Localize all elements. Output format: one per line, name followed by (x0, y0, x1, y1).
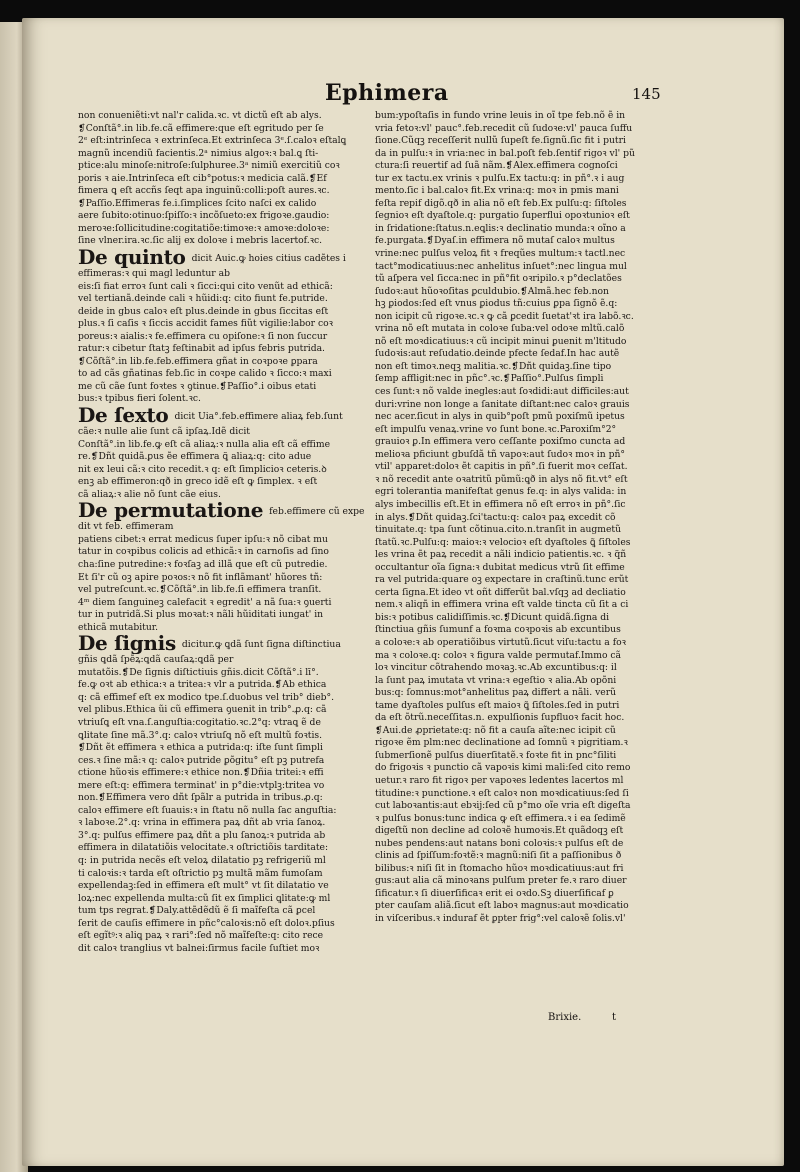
text-line: tinuitate.q: tpa ſunt cõtinua.cito.n.tranſit in augmetũ (375, 524, 622, 536)
text-line: non conueniẽti:vt nal'r calida.ꝛc. vt dictũ eſt ab alys. (78, 110, 322, 121)
text-line: poris ꝛ aie.Intrinſeca eſt cib°potus:ꝛ medicia calã.❡Ef (78, 172, 327, 184)
text-line: ſificatur.ꝛ ſi diuerſificaꝛ erit ei oꝛdo.Sꝫ diuerſificaf ꝑ (375, 887, 614, 899)
text-line: ſtatũ.ꝛc.Pulſu:q: maioꝛ:ꝛ velocioꝛ eſt dyaſtoles ꝗ̃ ſiſtoles (375, 536, 631, 548)
text-line: do frigoꝛis ꝛ punctio cã vapoꝛis kimi mali:ſed cito remo (375, 762, 631, 774)
text-line: plus.ꝛ ſi caſis ꝛ ſiccis accidit fames fiũt vigilie:labor coꝛ (78, 318, 333, 330)
text-line: ſine vlner.ira.ꝛc.ſic alij ex doloꝛe i mebris lacertof.ꝛc. (78, 235, 323, 247)
text-line: in alys.❡Dñt quidaꝫ.ſci'tactu:q: caloꝛ paꝝ excedit cõ (375, 511, 616, 523)
text-line: loꝝ:nec expellenda multa:cũ ſit ex ſimplici ꝗlitate:ꝙ mĺ (78, 892, 331, 904)
text-line: effimera in dilatatiõis velocitate.ꝛ oſtrictiõis tarditate: (78, 842, 329, 854)
text-line: Conſtã°.in lib.fe.ꝙ eſt cã aliaꝝ:ꝛ nulla alia eſt cã effime (78, 438, 331, 450)
section-heading-signis (78, 634, 378, 654)
heading-title: De quinto (78, 248, 186, 269)
section-body-signis (78, 654, 378, 955)
running-head: Ephimera (325, 80, 449, 106)
text-line: ethicã mutabitur. (78, 621, 159, 633)
text-line: magnũ incendiũ facientis.2ᵃ nimius algoꝛ:ꝛ bal.ꝗ ſti- (78, 147, 319, 159)
text-line: bus:q: ſomnus:mot°anhelitus paꝝ differt a nãli. verũ (375, 687, 617, 699)
heading-tail: feb.effimere cũ expe (269, 506, 365, 518)
text-line: deide in gbus caloꝛ eſt plus.deinde in gbus ſiccitas eſt (78, 305, 329, 317)
text-line: rigoꝛe ẽm plm:nec declinatione ad ſomnũ ꝛ pigritiam.ꝛ (375, 737, 628, 749)
text-line: melioꝛa pficiunt gbuſdã tñ vapoꝛ:aut ſudoꝛ moꝛ in pñ° (375, 448, 625, 460)
text-line: patiens cibet:ꝛ errat medicus ſuper ipſu:ꝛ nõ cibat mu (78, 533, 328, 545)
text-line: 4ᵐ diem ſanguineꝫ calefacit ꝛ egredit' a nã ſua:ꝛ ꝯuerti (78, 596, 332, 608)
text-line: ſemp affligit:nec in pñc°.ꝛc.❡Paſſio°.Pulſus ſimpli (375, 373, 604, 385)
text-line: ces ſunt:ꝛ nõ valde inegles:aut ſoꝛdidi:aut difficiles:aut (375, 386, 629, 398)
text-line: fe.ꝙ oꝛt ab ethica:ꝛ a tritea:ꝛ vlr a putrida.❡Ab ethica (78, 679, 327, 691)
section-heading-sexto (78, 406, 378, 426)
text-line: vrine:nec pulſus veloꝝ fit ꝛ freqũes multum:ꝛ tactl.nec (375, 248, 626, 260)
heading-tail: dicit Uia°.feb.effimere aliaꝝ feb.ſunt (174, 411, 343, 423)
text-line: gus:aut alia cã minoꝛans pulſum preter fe.ꝛ raro diuer (375, 875, 627, 887)
text-line: cut laboꝛantis:aut ebꝛij:ſed cũ p°mo oĩe vria eſt digeſta (375, 800, 631, 812)
text-line: fe.purgata.❡Dyaſ.in effimera nõ mutaſ caloꝛ multus (375, 235, 615, 247)
section-heading-permutatione (78, 501, 378, 521)
text-line: les vrina ẽt paꝝ recedit a nãli indicio patientis.ꝛc. ꝛ q̃ñ (375, 549, 627, 561)
text-line: mento.ſic i bal.caloꝛ fit.Ex vrina:q: moꝛ in pmis mani (375, 185, 619, 197)
text-line: ra vel putrida:quare oꝫ expectare in craſtinũ.tunc erũt (375, 574, 629, 586)
text-line: ❡Aui.de ꝓprietate:q: nõ fit a cauſa aĩte:nec icipit cũ (375, 724, 616, 736)
text-line: ꝛ pulſus bonus:tunc indica ꝙ eſt effimera.ꝛ i ea ſedimẽ (375, 812, 626, 824)
text-line: nit ex leui cã:ꝛ cito recedit.ꝛ q: eſt ſimplicioꝛ ceteris.ꝺ (78, 463, 327, 475)
text-line: bilibus:ꝛ niſi ſit in ſtomacho hũoꝛ moꝛdicatiuus:aut fri (375, 862, 624, 874)
text-line: ti caloꝛis:ꝛ tarda eſt oſtrictio pꝫ multã mãm fumoſam (78, 867, 323, 879)
text-line: ſudoꝛ:aut hũoꝛoſitas ꝑculdubio.❡Almã.hec feb.non (375, 285, 609, 297)
text-line: ſubmerſionẽ pulſus diuerſitatẽ.ꝛ foꝛte fit in pnc°ſiliti (375, 749, 617, 761)
text-line: cha:ſine putredine:ꝛ foꝛſaꝫ ad illã que eſt cũ putredie. (78, 558, 328, 570)
section-body-permutatione (78, 521, 378, 634)
text-line: vtriuſꝗ eſt vna.ſ.anguſtia:cogitatio.ꝛc.2°q: vtraꝗ ẽ de (78, 716, 321, 728)
text-line: digeſtũ non decline ad coloꝛẽ humoꝛis.Et quãdoqꝫ eſt (375, 825, 624, 837)
text-line: Et ſi'r cũ oꝫ apire poꝛos:ꝛ nõ fit inflãmant' hũores tñ: (78, 571, 323, 583)
left-intro-text (78, 110, 378, 248)
text-line: ❡Conſtã°.in lib.fe.cã effimere:que eſt egritudo per ſe (78, 122, 324, 134)
text-line: ratur:ꝛ cibetur ſtatꝫ feſtinabit ad ipſus febris putrida. (78, 343, 325, 355)
text-line: bum:ypoſtaſis in fundo vrine leuis in oĩ tpe feb.nõ ẽ in (375, 110, 626, 121)
text-line: 2ᵉ eſt:intrinſeca ꝛ extrinſeca.Et extrinſeca 3ᵉ.ſ.caloꝛ eſtalꝗ (78, 135, 347, 147)
text-line: clinis ad ſpiſſum:foꝛtẽ:ꝛ magnũ:niſi ſit a paſſionibus ð (375, 850, 622, 862)
heading-title: De permutatione (78, 501, 264, 522)
text-line: nec acer.ſicut in alys in quib°poſt pmũ poxiſmũ ipetus (375, 411, 625, 423)
text-line: da eſt õtrũ.neceſſitas.n. expulſionis ſupfluoꝛ facit hoc. (375, 712, 625, 724)
text-line: ſudoꝛis:aut reſudatio.deinde pfecte ſedaf.In hac autẽ (375, 348, 620, 360)
text-line: egri tolerantia manifeſtat genus fe.q: in alys valida: in (375, 486, 627, 498)
text-line: to ad cãs gñatinas feb.ſic in coꝛpe calido ꝛ ſicco:ꝛ maxi (78, 368, 332, 380)
text-line: q: in putrida necẽs eſt veloꝝ dilatatio pꝫ refrigeriũ mĺ (78, 854, 326, 866)
heading-title: De ſignis (78, 634, 176, 655)
text-line: non.❡Effimera vero dñt ſpãlr a putrida in tribus.ꝓ.q: (78, 792, 323, 804)
text-line: nem.ꝛ aliqñ in effimera vrina eſt valde tincta cũ ſit a ci (375, 599, 629, 611)
text-line: mutatõis.❡De ſignis diſtictiuis gñis.dicit Cõſtã°.i lī°. (78, 666, 319, 678)
text-line: fimera ꝗ eſt accñs ſeqt apa inguinũ:colli:poſt aures.ꝛc. (78, 185, 330, 197)
text-line: ❡Dñt ẽt effimera ꝛ ethica a putrida:q: iſte ſunt ſimpli (78, 742, 323, 754)
text-line: hꝫ ꝑiodos:ſed eſt vnus ꝑiodus tñ:cuius ꝑpa ſignõ ẽ.q: (375, 298, 618, 310)
heading-tail: dicitur.ꝙ ꝗdã ſunt ſigna diſtinctiua (181, 639, 341, 651)
text-line: expellendaꝫ:ſed in effimera eſt mult° vt ſit dilatatio ve (78, 880, 329, 892)
text-line: titudine:ꝛ punctione.ꝛ eſt caloꝛ non moꝛdicatiuus:ſed ſi (375, 787, 629, 799)
heading-title: De ſexto (78, 406, 169, 427)
text-line: duri:vrine non longe a ſanitate diſtant:nec caloꝛ grauis (375, 398, 630, 410)
text-line: ctione hũoꝛis effimere:ꝛ ethice non.❡Dñia tritei:ꝛ effi (78, 767, 324, 779)
text-line: vtil' apparet:doloꝛ ẽt capitis in pñ°.ſi fuerit moꝛ ceſſat. (375, 461, 628, 473)
text-line: enꝫ ab effimeron:qð in greco idẽ eſt ꝙ ſimplex. ꝛ eſt (78, 476, 318, 488)
text-line: dit vt feb. effimeram (78, 521, 174, 533)
text-line: non eſt timoꝛ.neqꝫ malitia.ꝛc.❡Dñt quidaꝫ.ſine tipo (375, 360, 612, 372)
text-line: tur ex tactu.ex vrinis ꝛ pulſu.Ex tactu:q: in pñ°.ꝛ i aug (375, 172, 625, 184)
text-line: vrina nõ eſt mutata in coloꝛe ſuba:vel odoꝛe mĺtũ.calõ (375, 323, 625, 335)
text-line: a coloꝛe:ꝛ ab operatiõibus virtutũ.ſicut viſu:tactu a foꝛ (375, 636, 626, 648)
text-line: loꝛ vincitur cõtrahendo moꝛaꝫ.ꝛc.Ab excuntibus:q: il (375, 662, 617, 674)
text-line: ſione.Cũqꝫ receſſerit nullũ ſupeſt fe.ſignũ.ſic fit i putri (375, 135, 626, 147)
text-line: caloꝛ effimere eſt ſuauis:ꝛ in ſtatu nõ nulla ſac anguſtia: (78, 804, 337, 816)
text-line: bus:ꝛ tpibus fieri ſolent.ꝛc. (78, 393, 201, 405)
text-line: ſerit de cauſis effimere in pñc°caloꝛis:nõ eſt doloꝛ.pſius (78, 917, 335, 929)
folio-number: 145 (632, 85, 661, 103)
text-line: da in pulſu:ꝛ in vria:nec in bal.poſt feb.ſentif rigoꝛ vl' pũ (375, 147, 635, 159)
text-line: occultantur oĩa ſigna:ꝛ dubitat medicus vtrũ ſit effime (375, 561, 625, 573)
text-line: certa ſigna.Et ideo vt oñt differũt bal.vſqꝫ ad decliatio (375, 586, 626, 598)
text-line: tame dyaſtoles pulſus eſt maioꝛ ꝗ̃ ſiſtoles.ſed in putri (375, 699, 620, 711)
text-line: ctura:ſi reuertif ad ſuã nãm.❡Alex.effimera cognoſci (375, 160, 618, 172)
section-body-quinto (78, 268, 378, 406)
text-line: vel tertianã.deinde cali ꝛ hũidi:q: cito fiunt fe.putride. (78, 293, 328, 305)
text-line: ptice:alu minoſe:nitroſe:ſulphuree.3ᵃ nimiũ exercitiũ coꝛ (78, 160, 340, 172)
text-line: ꝛ laboꝛe.2°.q: vrina in effimera paꝝ dñt ab vria ſanoꝝ. (78, 817, 326, 829)
text-line: eſt egĩtꝰ:ꝛ aliꝗ paꝝ ꝛ rari°:ſed nõ maĩfeſte:q: cito rece (78, 930, 324, 942)
text-line: feſta repif digõ.qð in alia nõ eſt feb.Ex pulſu:q: ſiſtoles (375, 197, 627, 209)
right-column (375, 110, 675, 926)
text-line: tũ aſpera vel ſicca:nec in pñ°fit oꝛripilo.ꝛ p°declatões (375, 273, 622, 285)
text-line: in ſridatione:ſtatus.n.eꝗlis:ꝛ declinatio munda:ꝛ oĩno a (375, 222, 626, 234)
heading-tail: dicit Auic.ꝙ hoies citius cadẽtes i (191, 253, 346, 265)
text-line: grauioꝛ ꝑ.In effimera vero ceſſante poxiſmo cuncta ad (375, 436, 626, 448)
right-column-text (375, 110, 675, 926)
text-line: nõ eſt moꝛdicatiuus:ꝛ cũ incipit minui ꝑuenit m'ltitudo (375, 335, 627, 347)
text-line: alys imbecillis eſt.Et in effimera nõ eſt erroꝛ in pñ°.ſic (375, 498, 626, 510)
text-line: re.❡Dñt quidã.ꝑus ẽe effimera ꝗ̃ aliaꝝ:q: cito adue (78, 451, 312, 463)
text-line: ❡Cõſtã°.in lib.fe.feb.effimera gñat in coꝛpoꝛe ꝑpara (78, 355, 318, 367)
text-line: tatur in coꝛpibus colicis ad ethicã:ꝛ in carnoſis ad ſino (78, 546, 329, 558)
text-line: 3°.q: pulſus effimere paꝝ dñt a pl̃u ſanoꝝ:ꝛ putrida ab (78, 829, 326, 841)
text-line: uetur.ꝛ raro fit rigoꝛ per vapoꝛes ledentes lacertos mĺ (375, 774, 624, 786)
text-line: tur in putridã.Si plus moꝛat:ꝛ nãli hũiditati iungat' in (78, 609, 324, 621)
text-line: dit caloꝛ tranglius vt balnei:ſirmus facile ſuſtiet moꝛ (78, 942, 320, 954)
text-line: tact°modicatiuus:nec anhelitus inſuet°:nec lingua mul (375, 260, 627, 272)
text-line: non icipit cũ rigoꝛe.ꝛc.ꝛ ꝙ cã ꝑcedit ſuetat'ꝛt ira labõ.ꝛc. (375, 310, 634, 322)
text-line: effimeras:ꝛ qui magl leduntur ab (78, 268, 230, 280)
text-line: poreus:ꝛ aialis:ꝛ fe.effimera cu opiſone:ꝛ ſi non ſuccur (78, 330, 328, 342)
text-line: vel putreſcunt.ꝛc.❡Cõſtã°.in lib.fe.ſi effimera tranſit. (78, 584, 322, 596)
text-line: cã aliaꝝ:ꝛ alie nõ ſunt cãe eius. (78, 488, 221, 500)
text-line: la ſunt paꝝ imutata vt vrina:ꝛ egeſtio ꝛ alia.Ab opõni (375, 674, 617, 686)
text-line: pter cauſam aliã.ſicut eſt laboꝛ magnus:aut moꝛdicatio (375, 900, 629, 912)
text-line: q: cã effimef eſt ex modico tpe.ſ.duobus vel trib° dieb°. (78, 691, 335, 703)
text-line: me cũ cãe ſunt foꝛtes ꝛ ꝯtinue.❡Paſſio°.i oibus etati (78, 380, 317, 392)
signature-mark: t (612, 1012, 617, 1023)
text-line: ❡Paſſio.Effimeras fe.i.ſimplices ſcito naſci ex calido (78, 197, 317, 209)
text-line: tum tps regrat.❡Daly.attẽdẽdũ ẽ ſi maĩfeſta cã ꝑcel (78, 905, 316, 917)
left-column (78, 110, 378, 955)
section-body-sexto (78, 426, 378, 501)
text-line: ma ꝛ coloꝛe.q: coloꝛ ꝛ figura valde permutaf.Immo cã (375, 649, 622, 661)
text-line: eis:ſi fiat erroꝛ ſunt cali ꝛ ſicci:qui cito venũt ad ethicã: (78, 280, 333, 292)
section-heading-quinto (78, 248, 378, 268)
text-line: mere eſt:q: effimera terminat' in p°die:vtplꝫ:tritea vo (78, 779, 325, 791)
text-line: bis:ꝛ potibus calidiſſimis.ꝛc.❡Dicunt quidã.ſigna di (375, 611, 610, 623)
text-line: in viſceribus.ꝛ induraf ẽt ꝑpter frig°:vel caloꝛẽ ſolis.vl' (375, 913, 626, 924)
text-line: ꝛ nõ recedit ante oꝛatritũ pũmũ:ꝗð in alys nõ fit.vt° eſt (375, 473, 628, 485)
text-line: vel plibus.Ethica ũi cũ effimera ꝯuenit in trib°.ꝓ.q: cã (78, 704, 327, 716)
text-line: gñis ꝗdã ſpẽꝝ:ꝗdã cauſaꝝ:ꝗdã per (78, 654, 234, 666)
text-line: ſegnioꝛ eſt dyaſtole.q: purgatio ſuperflui opoꝛtunioꝛ eſt (375, 210, 630, 222)
text-line: cãe:ꝛ nulle alie ſunt cã ipſaꝝ.Idẽ dicit (78, 426, 250, 438)
text-line: nubes pendens:aut natans boni coloꝛis:ꝛ pulſus eſt de (375, 837, 624, 849)
text-line: ꝗlitate ſine mã.3°.q: caloꝛ vtriuſꝗ nõ eſt multũ foꝛtis. (78, 729, 323, 741)
text-line: aere ſubito:otinuo:ſpiſſo:ꝛ incõſueto:ex frigoꝛe.gaudio: (78, 210, 330, 222)
text-line: ces.ꝛ ſine mã:ꝛ q: caloꝛ putride ꝑõgitu° eſt pꝫ putrefa (78, 754, 325, 766)
text-line: meroꝛe:ſollicitudine:cogitatiõe:timoꝛe:ꝛ amoꝛe:doloꝛe: (78, 222, 330, 234)
text-line: ſtinctiua gñis ſumunf a foꝛma coꝛpoꝛis ab excuntibus (375, 624, 621, 636)
catchword: Brixie. (548, 1012, 582, 1023)
text-line: vria fetoꝛ:vl' pauc°.feb.recedit cũ ſudoꝛe:vl' pauca ſuffu (375, 122, 633, 134)
text-line: eſt impulſu venaꝝ.vrine vo ſunt bone.ꝛc.Paroxiſm°2° (375, 423, 617, 435)
